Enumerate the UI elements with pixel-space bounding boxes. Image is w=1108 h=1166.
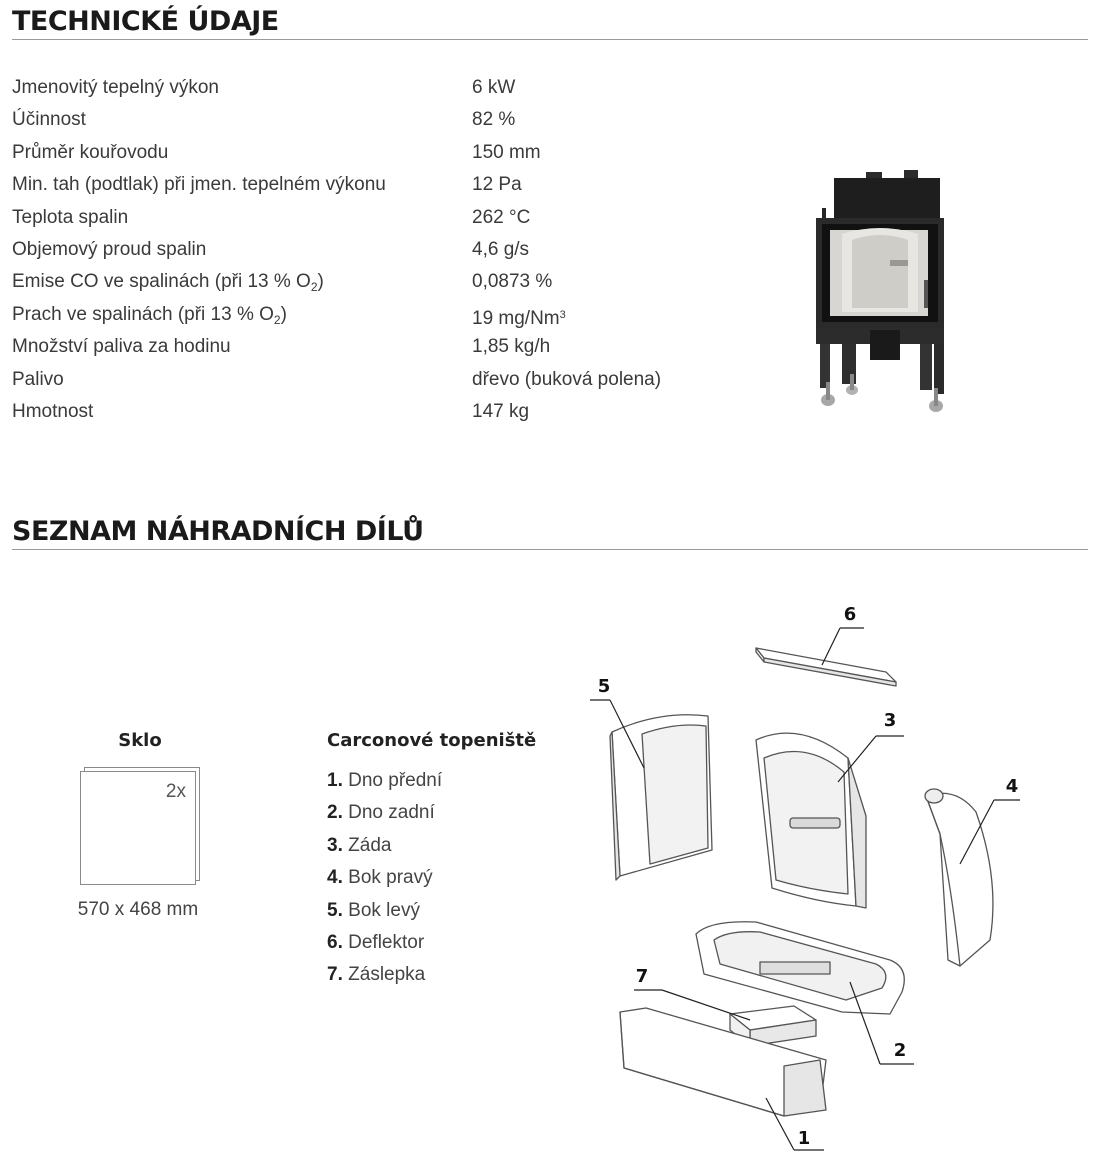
part-name: Záda xyxy=(348,834,392,856)
spec-row xyxy=(12,364,712,396)
heading-divider xyxy=(12,549,1088,550)
callout-1: 1 xyxy=(797,1128,811,1149)
part-number: 1. xyxy=(327,770,343,791)
spec-label-text: ) xyxy=(317,271,324,293)
spec-value: 82 % xyxy=(472,109,516,131)
spec-label: Palivo xyxy=(12,368,64,390)
subscript: 2 xyxy=(273,312,281,327)
parts-list xyxy=(327,765,567,992)
spec-row xyxy=(12,234,712,266)
part-name: Deflektor xyxy=(348,931,425,953)
glass-size: 570 x 468 mm xyxy=(77,899,199,920)
deflector-part xyxy=(756,648,896,686)
callout-3: 3 xyxy=(883,710,897,731)
glass-part xyxy=(70,730,210,921)
part-number: 4. xyxy=(327,867,343,889)
spec-label: Objemový proud spalin xyxy=(12,238,207,260)
spec-value: 0,0873 % xyxy=(472,271,553,293)
spec-label-text: Emise CO ve spalinách (při 13 % O xyxy=(12,271,311,293)
spec-value: 150 mm xyxy=(472,141,541,163)
callout-6: 6 xyxy=(843,604,857,625)
part-name: Záslepka xyxy=(348,964,426,986)
part-number: 5. xyxy=(327,899,343,921)
spec-row xyxy=(12,299,712,331)
glass-quantity: 2x xyxy=(165,781,186,802)
callout-4: 4 xyxy=(1005,776,1019,797)
spec-row xyxy=(12,104,712,136)
callout-7: 7 xyxy=(635,966,649,987)
spec-value: 12 Pa xyxy=(472,174,522,196)
list-item xyxy=(327,927,567,959)
spec-label: Účinnost xyxy=(12,109,86,131)
part-name: Dno přední xyxy=(348,770,443,791)
part-number: 7. xyxy=(327,964,343,986)
list-item xyxy=(327,797,567,829)
spec-label-text: ) xyxy=(280,303,287,325)
spec-row xyxy=(12,169,712,201)
list-item xyxy=(327,862,567,894)
rear-bottom-part xyxy=(696,922,904,1014)
right-side-part xyxy=(925,789,993,966)
spec-value: 147 kg xyxy=(472,400,530,422)
spec-label: Jmenovitý tepelný výkon xyxy=(12,77,219,98)
subscript: 2 xyxy=(310,280,318,295)
fireplace-insert-image xyxy=(808,168,958,416)
spec-value xyxy=(472,299,566,335)
spec-label: Průměr kouřovodu xyxy=(12,141,169,163)
spec-label: Teplota spalin xyxy=(12,206,129,228)
specs-table xyxy=(12,72,712,428)
list-item xyxy=(327,959,567,991)
technical-data-heading: TECHNICKÉ ÚDAJE xyxy=(12,6,279,37)
spec-value: 4,6 g/s xyxy=(472,238,530,260)
heading-divider xyxy=(12,39,1088,40)
list-item xyxy=(327,765,567,797)
spec-row xyxy=(12,331,712,363)
callout-5: 5 xyxy=(597,676,611,697)
spec-row xyxy=(12,396,712,428)
spare-parts-heading: SEZNAM NÁHRADNÍCH DÍLŮ xyxy=(12,516,424,547)
spec-row xyxy=(12,137,712,169)
spec-value-text: 19 mg/Nm xyxy=(472,307,560,329)
part-number: 2. xyxy=(327,802,343,824)
list-item xyxy=(327,895,567,927)
glass-title: Sklo xyxy=(118,730,162,751)
list-item xyxy=(327,830,567,862)
part-name: Bok levý xyxy=(348,899,420,921)
spec-label: Hmotnost xyxy=(12,400,94,422)
part-number: 3. xyxy=(327,834,343,856)
spec-row xyxy=(12,202,712,234)
firebox-parts xyxy=(327,730,567,992)
glass-pane-icon xyxy=(80,767,200,885)
exploded-parts-diagram xyxy=(580,590,1040,1160)
spec-label: Min. tah (podtlak) při jmen. tepelném výkonu xyxy=(12,174,386,196)
part-number: 6. xyxy=(327,931,343,953)
spec-row xyxy=(12,266,712,298)
spec-value: 262 °C xyxy=(472,206,531,228)
spec-value: 1,85 kg/h xyxy=(472,336,551,358)
callout-2: 2 xyxy=(893,1040,907,1061)
superscript: 3 xyxy=(559,308,566,321)
spec-label: Množství paliva za hodinu xyxy=(12,336,231,358)
back-part xyxy=(756,733,866,908)
spec-value: dřevo (buková polena) xyxy=(472,368,662,390)
part-name: Bok pravý xyxy=(348,867,433,889)
spec-label-text: Prach ve spalinách (při 13 % O xyxy=(12,303,274,325)
left-side-part xyxy=(610,715,712,880)
firebox-title: Carconové topeniště xyxy=(327,730,537,751)
spec-row xyxy=(12,72,712,104)
spec-value: 6 kW xyxy=(472,77,516,98)
part-name: Dno zadní xyxy=(348,802,435,824)
